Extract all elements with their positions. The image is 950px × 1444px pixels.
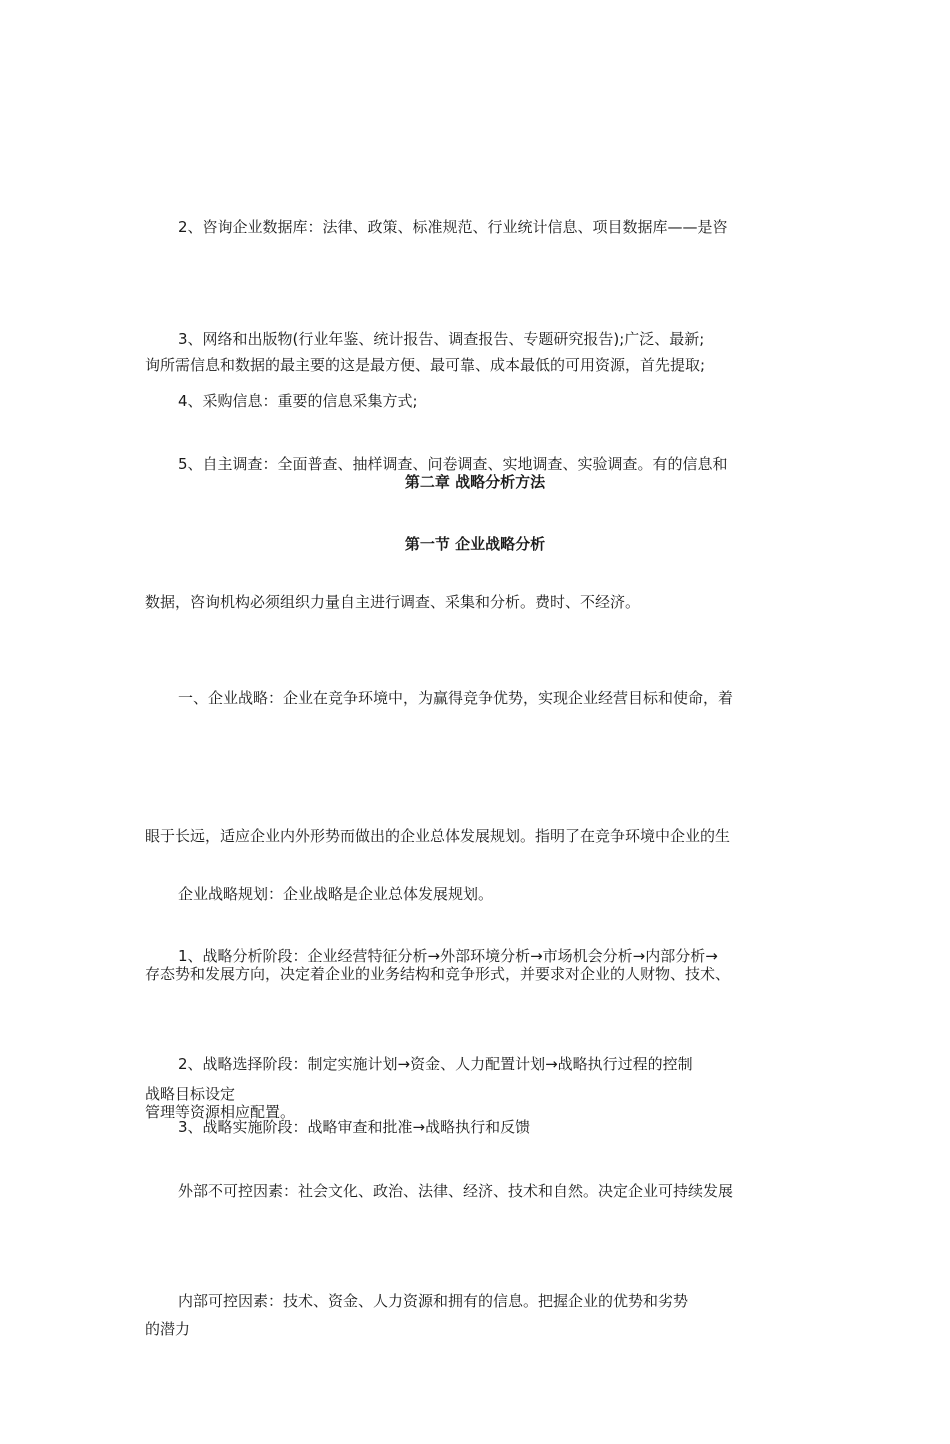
paragraph-internal-factors — [145, 1186, 805, 1416]
paragraph-line: 眼于长远，适应企业内外形势而做出的企业总体发展规划。指明了在竞争环境中企业的生 — [145, 827, 731, 845]
section-title: 第一节 企业战略分析 — [404, 535, 546, 553]
paragraph-line: 存态势和发展方向，决定着企业的业务结构和竞争形式，并要求对企业的人财物、技术、 — [145, 965, 731, 983]
paragraph-line: 数据，咨询机构必须组织力量自主进行调查、采集和分析。费时、不经济。 — [145, 593, 641, 611]
paragraph-line: 企业战略规划：企业战略是企业总体发展规划。 — [178, 885, 494, 903]
paragraph-line: 外部不可控因素：社会文化、政治、法律、经济、技术和自然。决定企业可持续发展 — [178, 1182, 734, 1200]
paragraph-line: 内部可控因素：技术、资金、人力资源和拥有的信息。把握企业的优势和劣势 — [178, 1292, 689, 1310]
paragraph-line: 3、战略实施阶段：战略审查和批准→战略执行和反馈 — [178, 1118, 531, 1136]
paragraph-line: 2、咨询企业数据库：法律、政策、标准规范、行业统计信息、项目数据库——是咨 — [178, 218, 728, 236]
paragraph-line: 战略目标设定 — [145, 1085, 236, 1103]
paragraph-line: 5、自主调查：全面普查、抽样调查、问卷调查、实地调查、实验调查。有的信息和 — [178, 455, 728, 473]
paragraph-line: 3、网络和出版物(行业年鉴、统计报告、调查报告、专题研究报告);广泛、最新; — [178, 330, 705, 348]
paragraph-line: 管理等资源相应配置。 — [145, 1103, 296, 1121]
paragraph-line: 的潜力 — [145, 1320, 191, 1338]
paragraph-line: 4、采购信息：重要的信息采集方式; — [178, 392, 418, 410]
paragraph-line: 1、战略分析阶段：企业经营特征分析→外部环境分析→市场机会分析→内部分析→ — [178, 947, 718, 965]
paragraph-line: 一、企业战略：企业在竞争环境中，为赢得竞争优势，实现企业经营目标和使命，着 — [178, 689, 734, 707]
paragraph-line: 2、战略选择阶段：制定实施计划→资金、人力配置计划→战略执行过程的控制 — [178, 1055, 693, 1073]
chapter-title: 第二章 战略分析方法 — [404, 473, 546, 491]
paragraph-line: 询所需信息和数据的最主要的这是最方便、最可靠、成本最低的可用资源，首先提取; — [145, 356, 706, 374]
